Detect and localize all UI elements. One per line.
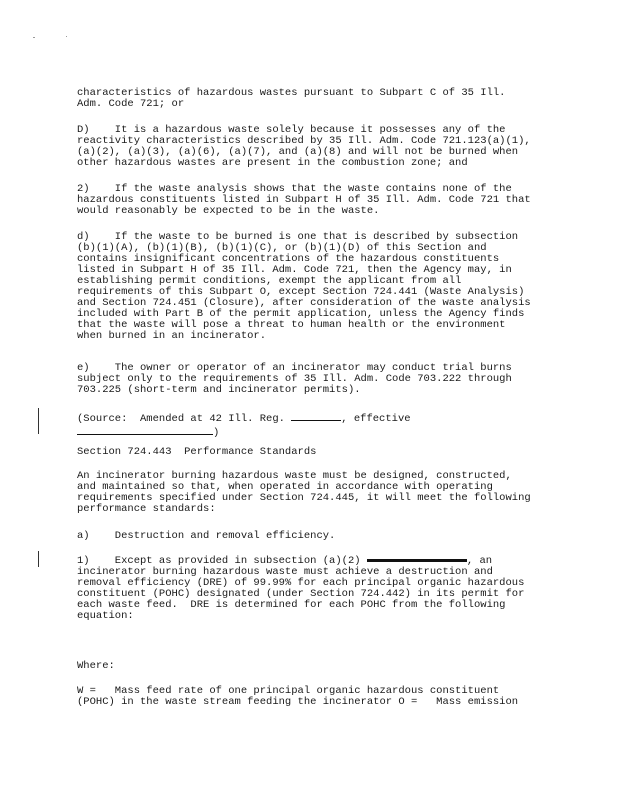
source-note-prefix: (Source: Amended at 42 Ill. Reg. [77,413,292,425]
source-note-close: ) [213,427,220,439]
dre-intro: 1) Except as provided in subsection (a)(2) [77,555,367,567]
paragraph-2-waste-analysis: 2) If the waste analysis shows that the waste contains none of the hazardous constituents listed in Subpart H of 35 Ill. Adm. Code 721 that would reasonably be expected to be in the waste. [77,183,531,217]
revision-bar [38,551,39,567]
paragraph-a-destruction: a) Destruction and removal efficiency. [77,530,336,542]
where-label: Where: [77,660,115,672]
paragraph-d-reactivity: D) It is a hazardous waste solely because it possesses any of the reactivity characteristics described by 35 Ill. Adm. Code 721.123(a)(1), (a)(2), (a)(3), (a)(6), (a)(7), and (a)(8) and will not be burned when other hazardous wastes are present in the combustion zone; and [77,124,531,169]
paragraph-e-trial-burns: e) The owner or operator of an incinerator may conduct trial burns subject only to the requirements of 35 Ill. Adm. Code 703.222 through 703.225 (short-term and incinerator permits). [77,362,512,396]
source-blank-date [77,425,213,435]
dre-body: incinerator burning hazardous waste must achieve a destruction and removal efficiency (DRE) of 99.99% for each principal organic hazardous constituent (POHC) designated (under Section 724.442) in its permit for each waste feed. DRE is determined for each POHC from the following equation: [77,566,525,622]
source-note [77,411,547,439]
paragraph-characteristics: characteristics of hazardous wastes pursuant to Subpart C of 35 Ill. Adm. Code 721; or [77,87,506,110]
paragraph-1-dre [77,556,547,622]
paragraph-w-definition: W = Mass feed rate of one principal organic hazardous constituent (POHC) in the waste stream feeding the incinerator O = Mass emission [77,685,519,708]
revision-bar [38,408,39,434]
paragraph-performance: An incinerator burning hazardous waste must be designed, constructed, and maintained so that, when operated in accordance with operating requirements specified under Section 724.445, it will meet the following performance standards: [77,470,531,515]
source-note-effective: , effective [341,413,411,425]
scan-speck [66,36,67,37]
redaction-mark [367,559,467,562]
source-blank-reg [291,411,341,421]
dre-intro-tail: , an [466,555,493,567]
scan-speck [33,37,35,38]
paragraph-d-insignificant: d) If the waste to be burned is one that is described by subsection (b)(1)(A), (b)(1)(B), (b)(1)(C), or (b)(1)(D) of this Section and contains insignificant concentrations of the hazardous constituents listed in Subpart H of 35 Ill. Adm. Code 721, then the Agency may, in establishing permit conditions, exempt the applicant from all requirements of this Subpart O, except Section 724.441 (Waste Analysis) and Section 724.451 (Closure), after consideration of the waste analysis included with Part B of the permit application, unless the Agency finds that the waste will pose a threat to human health or the environment when burned in an incinerator. [77,231,531,342]
section-heading: Section 724.443 Performance Standards [77,446,317,458]
